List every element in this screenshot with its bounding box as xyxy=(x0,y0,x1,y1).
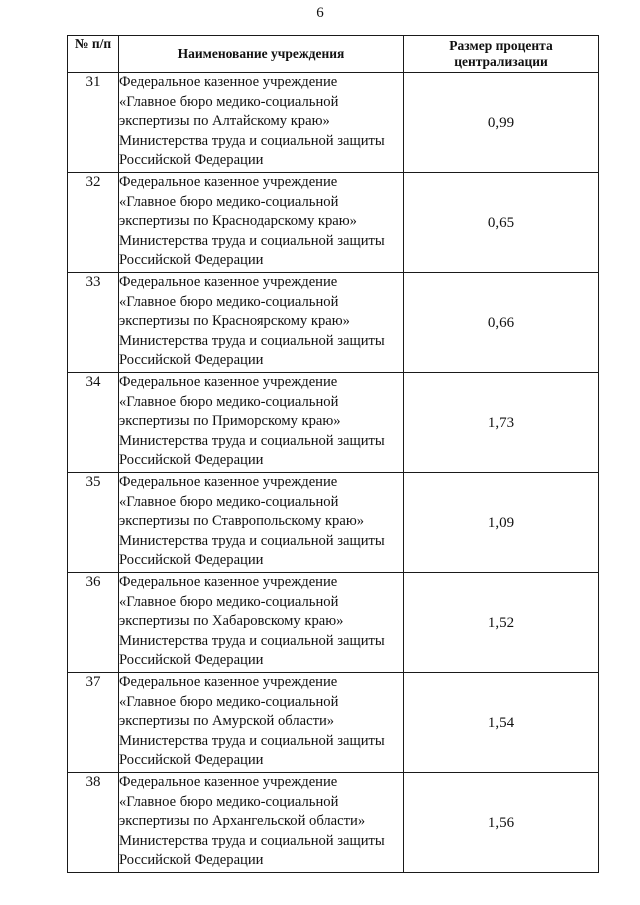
name-line: «Главное бюро медико-социальной xyxy=(119,793,339,810)
centralization-percent: 1,09 xyxy=(404,473,599,573)
centralization-percent: 1,54 xyxy=(404,673,599,773)
header-pct-line-2: централизации xyxy=(454,54,548,69)
row-number: 35 xyxy=(68,473,119,573)
name-line: «Главное бюро медико-социальной xyxy=(119,93,339,110)
name-line: Российской Федерации xyxy=(119,452,264,469)
name-line: Министерства труда и социальной защиты xyxy=(119,132,385,149)
header-number: № п/п xyxy=(68,36,119,73)
institution-name xyxy=(119,673,404,773)
name-line: экспертизы по Амурской области» xyxy=(119,713,335,730)
table-row xyxy=(68,373,599,473)
row-number: 34 xyxy=(68,373,119,473)
name-line: Российской Федерации xyxy=(119,352,264,369)
name-line: Министерства труда и социальной защиты xyxy=(119,832,385,849)
name-line: Министерства труда и социальной защиты xyxy=(119,632,385,649)
institution-name xyxy=(119,473,404,573)
name-line: Министерства труда и социальной защиты xyxy=(119,532,385,549)
centralization-percent: 0,65 xyxy=(404,173,599,273)
table-row xyxy=(68,73,599,173)
row-number: 31 xyxy=(68,73,119,173)
name-line: экспертизы по Красноярскому краю» xyxy=(119,313,350,330)
name-line: Федеральное казенное учреждение xyxy=(119,274,338,290)
table-row xyxy=(68,773,599,873)
name-line: Федеральное казенное учреждение xyxy=(119,374,338,390)
centralization-percent: 1,73 xyxy=(404,373,599,473)
name-line: Федеральное казенное учреждение xyxy=(119,174,338,190)
name-line: Российской Федерации xyxy=(119,252,264,269)
header-pct-line-1: Размер процента xyxy=(449,38,553,53)
name-line: Российской Федерации xyxy=(119,752,264,769)
header-institution-name: Наименование учреждения xyxy=(119,36,404,73)
name-line: экспертизы по Алтайскому краю» xyxy=(119,113,330,130)
centralization-percent: 0,99 xyxy=(404,73,599,173)
table-body xyxy=(68,73,599,873)
name-line: Российской Федерации xyxy=(119,152,264,169)
name-line: Министерства труда и социальной защиты xyxy=(119,232,385,249)
institutions-table xyxy=(67,35,599,873)
name-line: «Главное бюро медико-социальной xyxy=(119,693,339,710)
name-line: экспертизы по Хабаровскому краю» xyxy=(119,613,344,630)
name-line: экспертизы по Приморскому краю» xyxy=(119,413,341,430)
centralization-percent: 0,66 xyxy=(404,273,599,373)
table-row xyxy=(68,473,599,573)
header-row xyxy=(68,36,599,73)
name-line: Российской Федерации xyxy=(119,652,264,669)
centralization-percent: 1,56 xyxy=(404,773,599,873)
name-line: Российской Федерации xyxy=(119,552,264,569)
name-line: экспертизы по Краснодарскому краю» xyxy=(119,213,357,230)
institution-name xyxy=(119,173,404,273)
name-line: «Главное бюро медико-социальной xyxy=(119,393,339,410)
name-line: Федеральное казенное учреждение xyxy=(119,574,338,590)
name-line: Федеральное казенное учреждение xyxy=(119,674,338,690)
page-number: 6 xyxy=(316,5,324,21)
name-line: Федеральное казенное учреждение xyxy=(119,474,338,490)
name-line: экспертизы по Ставропольскому краю» xyxy=(119,513,365,530)
header-centralization-percent xyxy=(404,36,599,73)
name-line: «Главное бюро медико-социальной xyxy=(119,293,339,310)
name-line: экспертизы по Архангельской области» xyxy=(119,813,366,830)
row-number: 37 xyxy=(68,673,119,773)
institution-name xyxy=(119,373,404,473)
table-row xyxy=(68,273,599,373)
centralization-percent: 1,52 xyxy=(404,573,599,673)
table-header xyxy=(68,36,599,73)
row-number: 33 xyxy=(68,273,119,373)
table-row xyxy=(68,173,599,273)
name-line: Федеральное казенное учреждение xyxy=(119,774,338,790)
name-line: Министерства труда и социальной защиты xyxy=(119,732,385,749)
row-number: 38 xyxy=(68,773,119,873)
institution-name xyxy=(119,773,404,873)
institution-name xyxy=(119,73,404,173)
name-line: Российской Федерации xyxy=(119,852,264,869)
institution-name xyxy=(119,573,404,673)
name-line: Министерства труда и социальной защиты xyxy=(119,332,385,349)
name-line: «Главное бюро медико-социальной xyxy=(119,593,339,610)
table-row xyxy=(68,673,599,773)
row-number: 32 xyxy=(68,173,119,273)
name-line: Федеральное казенное учреждение xyxy=(119,74,338,90)
table-row xyxy=(68,573,599,673)
institution-name xyxy=(119,273,404,373)
name-line: «Главное бюро медико-социальной xyxy=(119,493,339,510)
name-line: Министерства труда и социальной защиты xyxy=(119,432,385,449)
row-number: 36 xyxy=(68,573,119,673)
name-line: «Главное бюро медико-социальной xyxy=(119,193,339,210)
